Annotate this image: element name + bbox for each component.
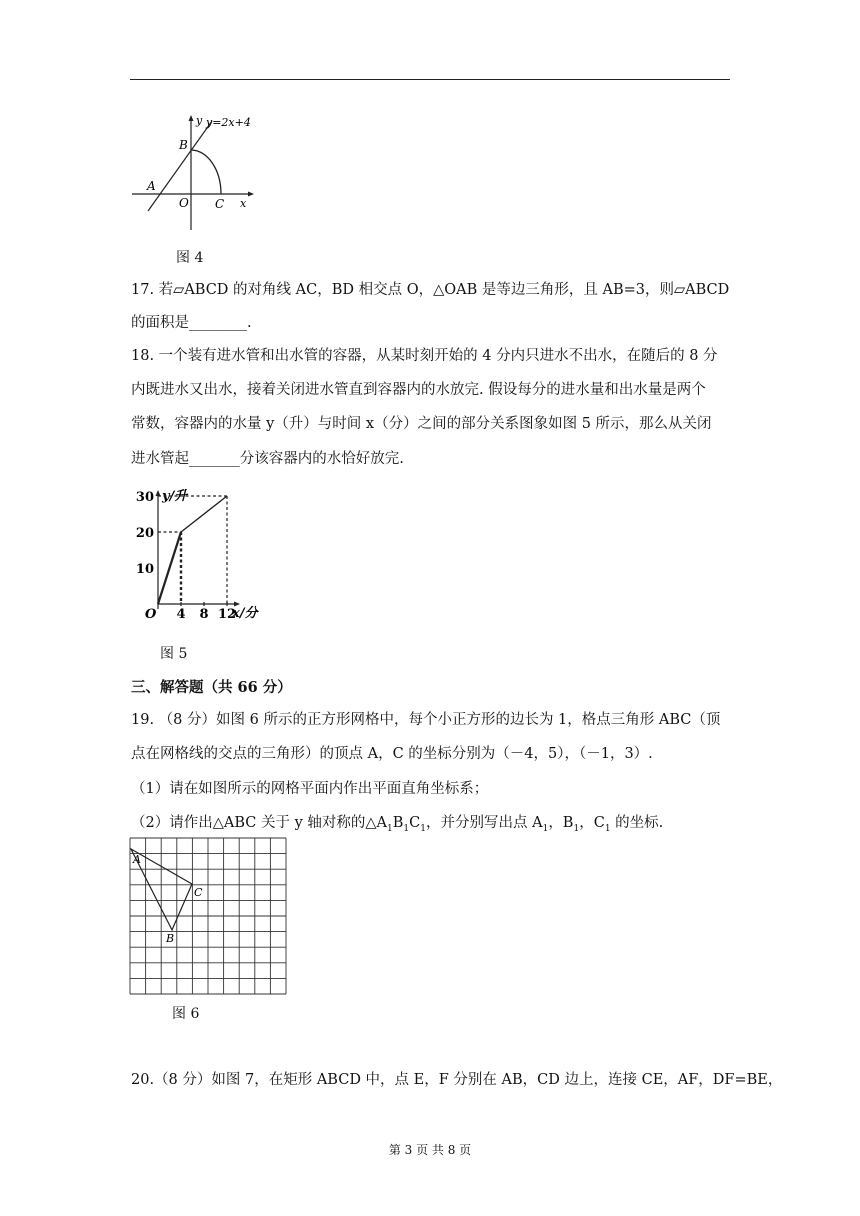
fig4-point-b: B	[179, 138, 188, 152]
q19-sub-5: 1	[573, 823, 580, 834]
fig5-x-tick-2: 12	[217, 607, 237, 622]
page-footer: 第 3 页 共 8 页	[388, 1143, 472, 1157]
fig5-y-tick-2: 30	[135, 490, 154, 505]
fig4-caption: 图 4	[176, 250, 204, 266]
fig6-caption: 图 6	[172, 1006, 200, 1022]
fig5-segment-1	[181, 496, 227, 532]
fig4-point-a: A	[147, 179, 156, 193]
q19-sub-6: 1	[604, 823, 611, 834]
figure-4	[128, 112, 258, 232]
fig5-x-tick-0: 4	[176, 607, 186, 622]
q19-part2-text-f: ，C	[579, 815, 605, 831]
fig4-y-label: y	[196, 114, 203, 127]
fig5-caption: 图 5	[160, 646, 188, 662]
fig5-origin: O	[145, 607, 157, 622]
q17-line1: 17. 若▱ABCD 的对角线 AC，BD 相交点 O，△OAB 是等边三角形，且 AB=3，则▱ABCD	[131, 282, 730, 298]
q19-sub-1: 1	[387, 823, 393, 834]
q19-part2-text-b: B	[392, 815, 404, 831]
q18-line2: 内既进水又出水，接着关闭进水管直到容器内的水放完. 假设每分的进水量和出水量是两个	[131, 382, 706, 398]
fig5-segment-0	[158, 532, 181, 604]
figure-6-grid	[128, 836, 290, 998]
fig5-y-tick-1: 20	[135, 526, 154, 541]
fig5-y-tick-0: 10	[135, 562, 154, 577]
fig4-equation: y=2x+4	[206, 116, 251, 129]
q19-part2-text-g: 的坐标.	[610, 815, 664, 831]
fig4-point-c: C	[215, 197, 225, 211]
fig4-origin: O	[179, 196, 189, 210]
fig4-x-label: x	[240, 197, 247, 210]
figure-5-chart	[130, 484, 270, 629]
q19-part2-text-e: ，B	[548, 815, 574, 831]
q19-part2	[131, 813, 731, 839]
fig5-y-label: y/升	[162, 489, 188, 504]
fig6-point-a: A	[133, 853, 141, 866]
q19-sub-2: 1	[403, 823, 410, 834]
q19-part1: （1）请在如图所示的网格平面内作出平面直角坐标系；	[131, 781, 489, 797]
fig5-x-tick-1: 8	[199, 607, 209, 622]
q18-line1: 18. 一个装有进水管和出水管的容器，从某时刻开始的 4 分内只进水不出水，在随后的 8 分	[131, 348, 718, 364]
q19-part2-text-d: ，并分别写出点 A	[425, 815, 543, 831]
q17-line2: 的面积是________.	[131, 315, 252, 331]
fig6-point-c: C	[194, 886, 203, 899]
fig5-x-label: x/分	[232, 606, 258, 621]
q19-line1: 19. （8 分）如图 6 所示的正方形网格中，每个小正方形的边长为 1，格点三角形 ABC（顶	[131, 712, 721, 728]
header-rule	[130, 79, 730, 80]
q18-line4: 进水管起_______分该容器内的水恰好放完.	[131, 451, 404, 467]
q19-line2: 点在网格线的交点的三角形）的顶点 A，C 的坐标分别为（－4，5），（－1，3）.	[131, 746, 653, 762]
fig6-point-b: B	[166, 932, 175, 945]
section-title: 三、解答题（共 66 分）	[131, 679, 292, 696]
q19-part2-text-c: C	[409, 815, 421, 831]
q20-line1: 20.（8 分）如图 7，在矩形 ABCD 中，点 E，F 分别在 AB，CD 边上，连接 CE，AF，DF=BE，	[131, 1072, 783, 1088]
q19-sub-3: 1	[420, 823, 426, 834]
q19-part2-text-a: （2）请作出△ABC 关于 y 轴对称的△A	[131, 815, 388, 831]
q19-sub-4: 1	[542, 823, 549, 834]
q18-line3: 常数，容器内的水量 y（升）与时间 x（分）之间的部分关系图象如图 5 所示，那么从关闭	[131, 416, 712, 432]
